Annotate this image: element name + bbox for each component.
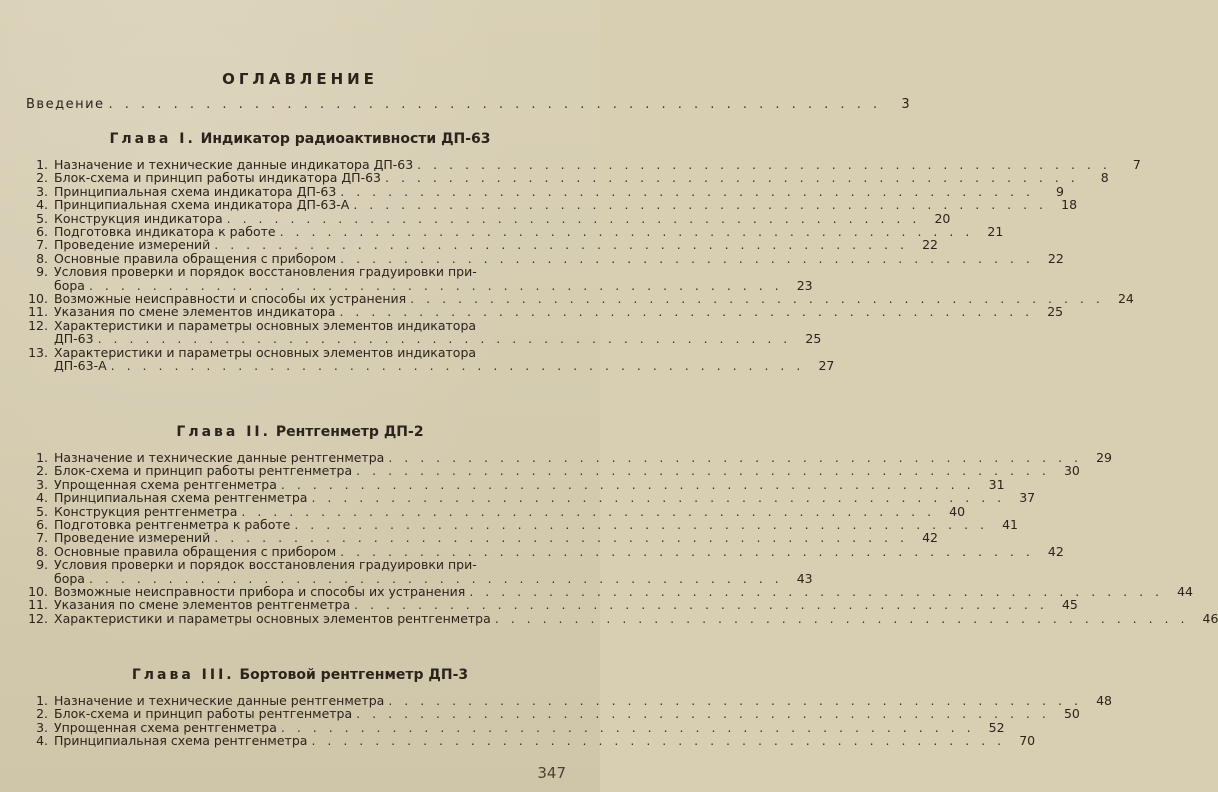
chapter-heading bbox=[0, 667, 600, 683]
toc-entry bbox=[26, 693, 1112, 708]
entry-text: Блок-схема и принцип работы индикатора ДП-63 bbox=[54, 170, 382, 186]
entry-number: 11. bbox=[28, 304, 48, 320]
entry-page: 45 bbox=[1061, 597, 1078, 613]
entry-number: 8. bbox=[36, 250, 48, 266]
entry-page: 21 bbox=[987, 224, 1004, 240]
leader-dots: . . . . . . . . . . . . . . . . . . . . . . . . . . . . . . . . . . . . . . . . . . . . bbox=[417, 157, 1111, 172]
entry-page: 22 bbox=[922, 237, 938, 253]
entry-number: 12. bbox=[28, 317, 48, 333]
entry-text: Условия проверки и порядок восстановления градуировки при- bbox=[54, 264, 477, 280]
entry-text: Характеристики и параметры основных элементов рентгенметра bbox=[54, 610, 491, 626]
entry-page: 46 bbox=[1202, 610, 1218, 626]
entry-page: 50 bbox=[1063, 706, 1080, 722]
chapter-name: Индикатор радиоактивности ДП-63 bbox=[200, 131, 491, 147]
entry-number: 8. bbox=[36, 543, 48, 559]
entry-number: 2. bbox=[36, 170, 48, 186]
toc-entry bbox=[26, 490, 1036, 506]
entry-number: 10. bbox=[28, 584, 48, 600]
chapter-label: Глава II. bbox=[176, 424, 271, 440]
entry-text: Характеристики и параметры основных элементов индикатора bbox=[54, 344, 477, 360]
chapter-heading bbox=[0, 131, 600, 147]
toc-entry bbox=[26, 304, 1064, 320]
leader-dots: . . . . . . . . . . . . . . . . . . . . . . . . . . . . . . . . . . . . . . . . . . . . bbox=[354, 597, 1048, 613]
toc-entry bbox=[26, 157, 1141, 172]
entry-number: 12. bbox=[28, 610, 48, 626]
entry-number: 3. bbox=[36, 476, 48, 492]
entry-number: 1. bbox=[36, 693, 48, 708]
entry-number: 4. bbox=[36, 197, 48, 213]
entry-text: Блок-схема и принцип работы рентгенметра bbox=[54, 706, 353, 722]
entry-text: Принципиальная схема рентгенметра bbox=[54, 733, 308, 749]
leader-dots: . . . . . . . . . . . . . . . . . . . . . . . . . . . . . . . . . . . . . . . . . . . . bbox=[88, 570, 783, 586]
page-number: 347 bbox=[537, 764, 566, 782]
entry-text: Назначение и технические данные индикатора ДП-63 bbox=[54, 157, 414, 172]
entry-text: Принципиальная схема индикатора ДП-63 bbox=[54, 183, 337, 199]
entry-page: 40 bbox=[949, 503, 966, 519]
leader-dots: . . . . . . . . . . . . . . . . . . . . . . . . . . . . . . . . . . . . . . . . . . . . bbox=[339, 304, 1034, 320]
entry-page: 25 bbox=[805, 331, 822, 347]
toc-entry bbox=[26, 597, 1078, 613]
entry-text: Конструкция индикатора bbox=[54, 210, 223, 226]
toc-entry bbox=[26, 197, 1078, 213]
entry-text: Указания по смене элементов индикатора bbox=[54, 304, 336, 320]
toc-entry bbox=[26, 543, 1064, 559]
leader-dots: . . . . . . . . . . . . . . . . . . . . . . . . . . . . . . . . . . . . . . . . . . . . bbox=[494, 610, 1189, 626]
entry-text: Основные правила обращения с прибором bbox=[54, 543, 337, 559]
entry-text: Блок-схема и принцип работы рентгенметра bbox=[54, 463, 353, 479]
entry-number: 4. bbox=[36, 733, 48, 749]
entry-page: 52 bbox=[988, 719, 1005, 735]
leader-dots: . . . . . . . . . . . . . . . . . . . . . . . . . . . . . . . . . . . . . . . . . . . . bbox=[340, 183, 1034, 199]
chapter-label: Глава I. bbox=[109, 131, 196, 147]
toc-entry bbox=[26, 719, 1005, 735]
entry-page: 27 bbox=[818, 358, 835, 374]
entry-text: Указания по смене элементов рентгенметра bbox=[54, 597, 351, 613]
entry-number: 6. bbox=[36, 517, 48, 533]
leader-dots: . . . . . . . . . . . . . . . . . . . . . . . . . . . . . . . . . . . . . . . . . . . . bbox=[214, 237, 908, 253]
entry-page: 9 bbox=[1056, 183, 1064, 199]
entry-text: Упрощенная схема рентгенметра bbox=[54, 719, 277, 735]
entry-page: 18 bbox=[1061, 197, 1078, 213]
leader-dots: . . . . . . . . . . . . . . . . . . . . . . . . . . . . . . . . . . . . . . . . . . . . bbox=[214, 530, 908, 546]
chapter-name: Рентгенметр ДП-2 bbox=[275, 424, 424, 440]
entry-text: Проведение измерений bbox=[54, 530, 211, 546]
entry-text-continuation: ДП-63 bbox=[54, 331, 94, 347]
toc-entry bbox=[26, 584, 1194, 600]
entry-number: 6. bbox=[36, 224, 48, 240]
entry-page: 30 bbox=[1063, 463, 1080, 479]
leader-dots: . . . . . . . . . . . . . . . . . . . . . . . . . . . . . . . . . . . . . . . . . . . . bbox=[311, 733, 1006, 749]
leader-dots: . . . . . . . . . . . . . . . . . . . . . . . . . . . . . . . . . . . . . . . . . . . . bbox=[356, 463, 1050, 479]
chapter-items bbox=[26, 693, 1112, 749]
chapter-label: Глава III. bbox=[131, 667, 235, 683]
entry-text: Введение bbox=[26, 97, 105, 112]
entry-text-continuation: ДП-63-А bbox=[54, 358, 107, 374]
entry-number: 4. bbox=[36, 490, 48, 506]
chapter-items bbox=[26, 450, 1218, 626]
entry-page: 41 bbox=[1002, 517, 1018, 533]
toc-entry bbox=[26, 517, 1018, 533]
chapter-items bbox=[26, 157, 1141, 374]
chapter-heading bbox=[0, 424, 600, 440]
toc-intro-entry bbox=[26, 97, 912, 112]
leader-dots: . . . . . . . . . . . . . . . . . . . . . . . . . . . . . . . . . . . . . . . . . . . . bbox=[280, 719, 975, 735]
entry-number: 7. bbox=[36, 530, 48, 546]
entry-text-continuation: бора bbox=[54, 570, 85, 586]
leader-dots: . . . . . . . . . . . . . . . . . . . . . . . . . . . . . . . . . . . . . . . . . . . . bbox=[353, 197, 1048, 213]
toc-entry bbox=[26, 250, 1064, 266]
leader-dots: . . . . . . . . . . . . . . . . . . . . . . . . . . . . . . . . . . . . . . . . . . . . bbox=[88, 277, 783, 293]
entry-page: 20 bbox=[934, 210, 951, 226]
entry-page: 24 bbox=[1117, 291, 1134, 307]
entry-page: 29 bbox=[1096, 450, 1112, 465]
entry-text: Возможные неисправности прибора и способы их устранения bbox=[54, 584, 466, 600]
leader-dots: . . . . . . . . . . . . . . . . . . . . . . . . . . . . . . . . . . . . . . . . . . . . bbox=[97, 331, 792, 347]
leader-dots: . . . . . . . . . . . . . . . . . . . . . . . . . . . . . . . . . . . . . . . . . . . . bbox=[241, 503, 936, 519]
entry-number: 5. bbox=[36, 503, 48, 519]
toc-entry bbox=[26, 346, 554, 359]
entry-text: Подготовка индикатора к работе bbox=[54, 224, 276, 240]
entry-number: 11. bbox=[28, 597, 48, 613]
leader-dots: . . . . . . . . . . . . . . . . . . . . . . . . . . . . . . . . . . . . . . . . . . . . bbox=[410, 291, 1104, 307]
toc-entry bbox=[26, 706, 1080, 722]
entry-number: 5. bbox=[36, 210, 48, 226]
entry-page: 44 bbox=[1177, 584, 1194, 600]
entry-text: Назначение и технические данные рентгенметра bbox=[54, 450, 385, 465]
entry-number: 1. bbox=[36, 157, 48, 172]
entry-text: Основные правила обращения с прибором bbox=[54, 250, 337, 266]
toc-entry bbox=[26, 237, 938, 253]
entry-number: 13. bbox=[28, 344, 48, 360]
leader-dots: . . . . . . . . . . . . . . . . . . . . . . . . . . . . . . . . . . . . . . . . . . . . bbox=[340, 250, 1034, 266]
entry-number: 9. bbox=[36, 264, 48, 280]
entry-page: 23 bbox=[796, 277, 813, 293]
entry-page: 7 bbox=[1132, 157, 1141, 172]
toc-entry bbox=[26, 224, 1004, 240]
toc-entry-continuation bbox=[26, 570, 813, 586]
entry-text: Проведение измерений bbox=[54, 237, 211, 253]
leader-dots: . . . . . . . . . . . . . . . . . . . . . . . . . . . . . . . . . . . . . . . . . . . . bbox=[226, 210, 921, 226]
entry-page: 42 bbox=[922, 530, 938, 546]
leader-dots: . . . . . . . . . . . . . . . . . . . . . . . . . . . . . . . . . . . . . . . . . . . . bbox=[356, 706, 1050, 722]
toc-entry bbox=[26, 450, 1112, 465]
entry-number: 2. bbox=[36, 463, 48, 479]
toc-entry bbox=[26, 319, 554, 332]
entry-page: 31 bbox=[988, 476, 1005, 492]
entry-number: 2. bbox=[36, 706, 48, 722]
entry-number: 3. bbox=[36, 719, 48, 735]
entry-text-continuation: бора bbox=[54, 277, 85, 293]
entry-text: Возможные неисправности и способы их устранения bbox=[54, 291, 407, 307]
entry-page: 25 bbox=[1047, 304, 1064, 320]
toc-entry bbox=[26, 170, 1109, 186]
toc-entry bbox=[26, 530, 938, 546]
entry-text: Условия проверки и порядок восстановления градуировки при- bbox=[54, 557, 477, 573]
entry-page: 70 bbox=[1019, 733, 1036, 749]
entry-text: Упрощенная схема рентгенметра bbox=[54, 476, 277, 492]
toc-entry-continuation bbox=[26, 358, 835, 374]
leader-dots: . . . . . . . . . . . . . . . . . . . . . . . . . . . . . . . . . . . . . . . . . . . . bbox=[340, 543, 1034, 559]
toc-entry bbox=[26, 610, 1218, 626]
entry-text: Назначение и технические данные рентгенметра bbox=[54, 693, 385, 708]
entry-page: 43 bbox=[796, 570, 813, 586]
leader-dots: . . . . . . . . . . . . . . . . . . . . . . . . . . . . . . . . . . . . . . . . . . . . bbox=[311, 490, 1006, 506]
toc-entry bbox=[26, 463, 1080, 479]
leader-dots: . . . . . . . . . . . . . . . . . . . . . . . . . . . . . . . . . . . . . . . . . . . . bbox=[110, 358, 805, 374]
toc-entry bbox=[26, 265, 554, 278]
leader-dots: . . . . . . . . . . . . . . . . . . . . . . . . . . . . . . . . . . . . . . . . . . . . bbox=[279, 224, 974, 240]
toc-entry bbox=[26, 476, 1005, 492]
leader-dots: . . . . . . . . . . . . . . . . . . . . . . . . . . . . . . . . . . . . . . . . . . . . bbox=[469, 584, 1164, 600]
entry-number: 1. bbox=[36, 450, 48, 465]
entry-text: Принципиальная схема индикатора ДП-63-А bbox=[54, 197, 350, 213]
entry-text: Характеристики и параметры основных элементов индикатора bbox=[54, 317, 477, 333]
leader-dots: . . . . . . . . . . . . . . . . . . . . . . . . . . . . . . . . . . . . . . . . . . . . bbox=[388, 450, 1082, 465]
entry-number: 9. bbox=[36, 557, 48, 573]
toc-entry bbox=[26, 558, 554, 571]
leader-dots: . . . . . . . . . . . . . . . . . . . . . . . . . . . . . . . . . . . . . . . . . . . . bbox=[294, 517, 988, 533]
entry-page: 42 bbox=[1047, 543, 1064, 559]
leader-dots: . . . . . . . . . . . . . . . . . . . . . . . . . . . . . . . . . . . . . . . . . . . . . . . . bbox=[108, 97, 882, 112]
toc-entry bbox=[26, 183, 1064, 199]
entry-number: 3. bbox=[36, 183, 48, 199]
toc-entry bbox=[26, 733, 1036, 749]
toc-entry bbox=[26, 291, 1134, 307]
entry-text: Конструкция рентгенметра bbox=[54, 503, 238, 519]
toc-entry bbox=[26, 503, 966, 519]
entry-page: 48 bbox=[1096, 693, 1112, 708]
entry-number: 10. bbox=[28, 291, 48, 307]
leader-dots: . . . . . . . . . . . . . . . . . . . . . . . . . . . . . . . . . . . . . . . . . . . . bbox=[388, 693, 1082, 708]
leader-dots: . . . . . . . . . . . . . . . . . . . . . . . . . . . . . . . . . . . . . . . . . . . . bbox=[385, 170, 1079, 186]
toc-entry-continuation bbox=[26, 331, 822, 347]
toc-entry-continuation bbox=[26, 277, 813, 293]
entry-page: 3 bbox=[901, 97, 912, 112]
toc-entry bbox=[26, 210, 951, 226]
chapter-name: Бортовой рентгенметр ДП-3 bbox=[239, 667, 469, 683]
entry-page: 37 bbox=[1019, 490, 1036, 506]
entry-page: 8 bbox=[1100, 170, 1109, 186]
entry-number: 7. bbox=[36, 237, 48, 253]
entry-text: Принципиальная схема рентгенметра bbox=[54, 490, 308, 506]
toc-title: ОГЛАВЛЕНИЕ bbox=[222, 70, 378, 88]
leader-dots: . . . . . . . . . . . . . . . . . . . . . . . . . . . . . . . . . . . . . . . . . . . . bbox=[280, 476, 975, 492]
entry-text: Подготовка рентгенметра к работе bbox=[54, 517, 291, 533]
entry-page: 22 bbox=[1047, 250, 1064, 266]
